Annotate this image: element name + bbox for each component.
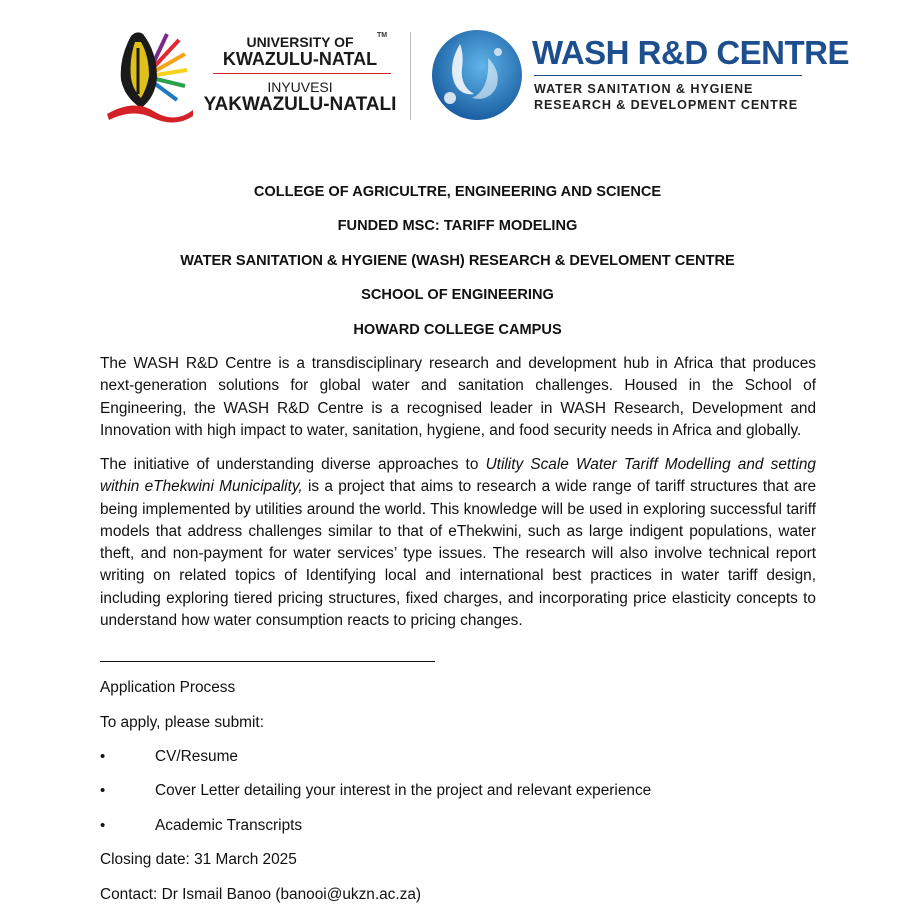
ukzn-line1: UNIVERSITY OF [246, 34, 354, 50]
project-paragraph-end: is a project that aims to research a wide range of tariff structures that are being implemented by utilities around the world. This knowledge will be used in exploring successful tariff models that address challenges similar to that of eThekwini, such as large indigent populations, water theft, and non-payment for water services’ type issues. The research will also involve technical report writing on related topics of Identifying local and international best practices in water tariff design, including exploring tiered pricing structures, fixed charges, and incorporating price elasticity concepts to understand how water consumption reacts to pricing changes. [100, 478, 817, 630]
ukzn-tm-mark: TM [377, 32, 388, 39]
ukzn-line2: KWAZULU-NATAL [222, 49, 378, 69]
project-title-italic: Utility Scale Water Tariff Modelling and setting within eThekwini Municipality, [100, 456, 816, 496]
wash-subtitle-line2: RESEARCH & DEVELOPMENT CENTRE [534, 98, 799, 112]
ukzn-line3: INYUVESI [267, 79, 333, 95]
wash-logo [430, 28, 850, 124]
list-item-cover-letter: Cover Letter detailing your interest in the project and relevant experience [155, 782, 652, 799]
bullet-2: • [100, 782, 106, 799]
wash-subtitle-line1: WATER SANITATION & HYGIENE [534, 82, 754, 96]
section-divider [100, 661, 435, 662]
ukzn-divider-line [213, 73, 391, 74]
wash-title-underline [534, 75, 802, 76]
heading-wash-centre: WATER SANITATION & HYGIENE (WASH) RESEARCH & DEVELOMENT CENTRE [180, 253, 735, 269]
contact-info: Contact: Dr Ismail Banoo (banooi@ukzn.ac.za) [100, 886, 422, 903]
project-paragraph [100, 454, 816, 632]
closing-date: Closing date: 31 March 2025 [100, 851, 297, 868]
intro-paragraph: The WASH R&D Centre is a transdisciplinary research and development hub in Africa that produces next-generation solutions for global water and sanitation challenges. Housed in the School of Engineering, the WASH R&D Centre is a recognised leader in WASH Research, Development and Innovation with high impact to water, sanitation, hygiene, and food security needs in Africa and globally. [100, 355, 816, 439]
application-process-title: Application Process [100, 679, 236, 696]
heading-college: COLLEGE OF AGRICULTRE, ENGINEERING AND SCIENCE [253, 184, 662, 200]
heading-school: SCHOOL OF ENGINEERING [361, 287, 554, 303]
water-drop-icon [430, 28, 524, 122]
heading-campus: HOWARD COLLEGE CAMPUS [353, 322, 562, 338]
ukzn-line4: YAKWAZULU-NATALI [203, 94, 397, 115]
list-item-cv: CV/Resume [155, 748, 238, 765]
apply-intro: To apply, please submit: [100, 714, 264, 731]
list-item-transcripts: Academic Transcripts [155, 817, 303, 834]
project-paragraph-start: The initiative of understanding diverse approaches to [100, 456, 486, 473]
logo-separator [410, 32, 411, 120]
ukzn-logo [105, 28, 395, 124]
bullet-3: • [100, 817, 106, 834]
wash-centre-title: WASH R&D CENTRE [532, 34, 850, 71]
heading-funded-msc: FUNDED MSC: TARIFF MODELING [337, 218, 578, 234]
ukzn-shield-icon [105, 28, 195, 124]
bullet-1: • [100, 748, 106, 765]
